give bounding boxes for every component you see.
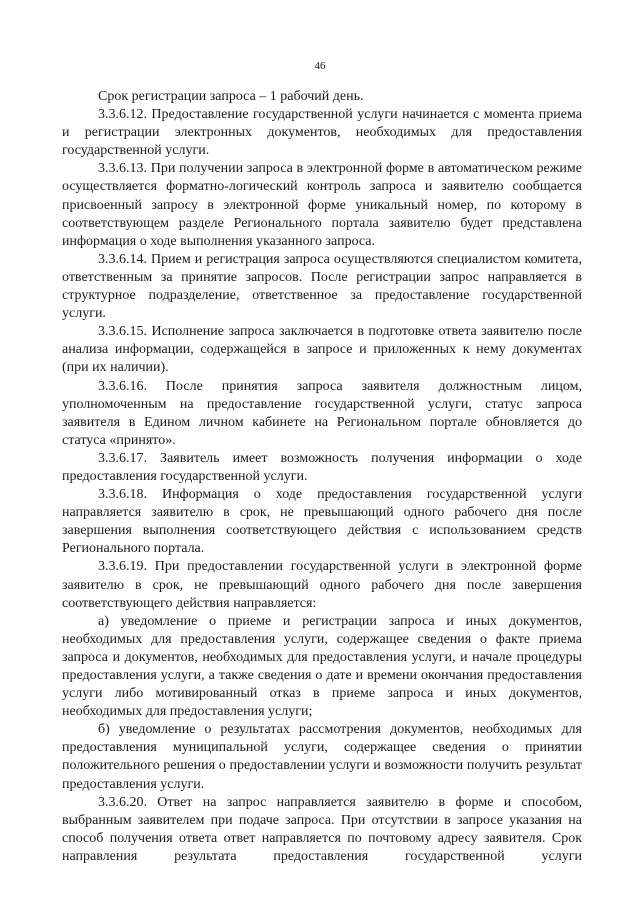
paragraph-3-3-6-12: 3.3.6.12. Предоставление государственной услуги начинается с момента приема и регистрации электронных документов, необходимых для предоставления государственной услуги. [62,107,582,159]
list-item-a: а) уведомление о приеме и регистрации запроса и иных документов, необходимых для предоставления услуги, содержащее сведения о факте приема запроса и документов, необходимых для предоставления услуги, и начале процедуры предоставления услуги, а также сведения о дате и времени окончания предоставления услуги либо мотивированный отказ в приеме запроса и иных документов, необходимых для предоставления услуги; [62,613,582,720]
document-body [62,88,582,866]
paragraph-3-3-6-20: 3.3.6.20. Ответ на запрос направляется заявителю в форме и способом, выбранным заявителем при подаче запроса. При отсутствии в запросе указания на способ получения ответа ответ направляется по почтовому адресу заявителя. Срок направления результата предоставления государственной услуги [62,794,582,864]
paragraph-3-3-6-17: 3.3.6.17. Заявитель имеет возможность получения информации о ходе предоставления государственной услуги. [62,450,582,484]
paragraph-3-3-6-14: 3.3.6.14. Прием и регистрация запроса осуществляются специалистом комитета, ответственным за принятие запросов. После регистрации запрос направляется в структурное подразделение, ответственное за предоставление государственной услуги. [62,251,582,322]
paragraph-registration-term: Срок регистрации запроса – 1 рабочий день. [98,89,364,104]
list-item-b: б) уведомление о результатах рассмотрения документов, необходимых для предоставления муниципальной услуги, содержащее сведения о принятии положительного решения о предоставлении услуги и возможности получить результат предоставления услуги. [62,722,582,792]
paragraph-3-3-6-15: 3.3.6.15. Исполнение запроса заключается в подготовке ответа заявителю после анализа информации, содержащейся в запросе и приложенных к нему документах (при их наличии). [62,324,582,376]
paragraph-3-3-6-16: 3.3.6.16. После принятия запроса заявителя должностным лицом, уполномоченным на предоставление государственной услуги, статус запроса заявителя в Едином личном кабинете на Региональном портале обновляется до статуса «принято». [62,378,582,448]
paragraph-3-3-6-19: 3.3.6.19. При предоставлении государственной услуги в электронной форме заявителю в срок, не превышающий одного рабочего дня после завершения соответствующего действия направляется: [62,559,582,611]
paragraph-3-3-6-18: 3.3.6.18. Информация о ходе предоставления государственной услуги направляется заявителю в срок, не превышающий одного рабочего дня после завершения выполнения соответствующего действия с использованием средств Регионального портала. [62,487,582,557]
page-number: 46 [314,60,326,72]
paragraph-3-3-6-13: 3.3.6.13. При получении запроса в электронной форме в автоматическом режиме осуществляется форматно-логический контроль запроса и заявителю сообщается присвоенный запросу в электронной форме уникальный номер, по которому в соответствующем разделе Регионального портала заявителю будет представлена информация о ходе выполнения указанного запроса. [62,161,582,249]
